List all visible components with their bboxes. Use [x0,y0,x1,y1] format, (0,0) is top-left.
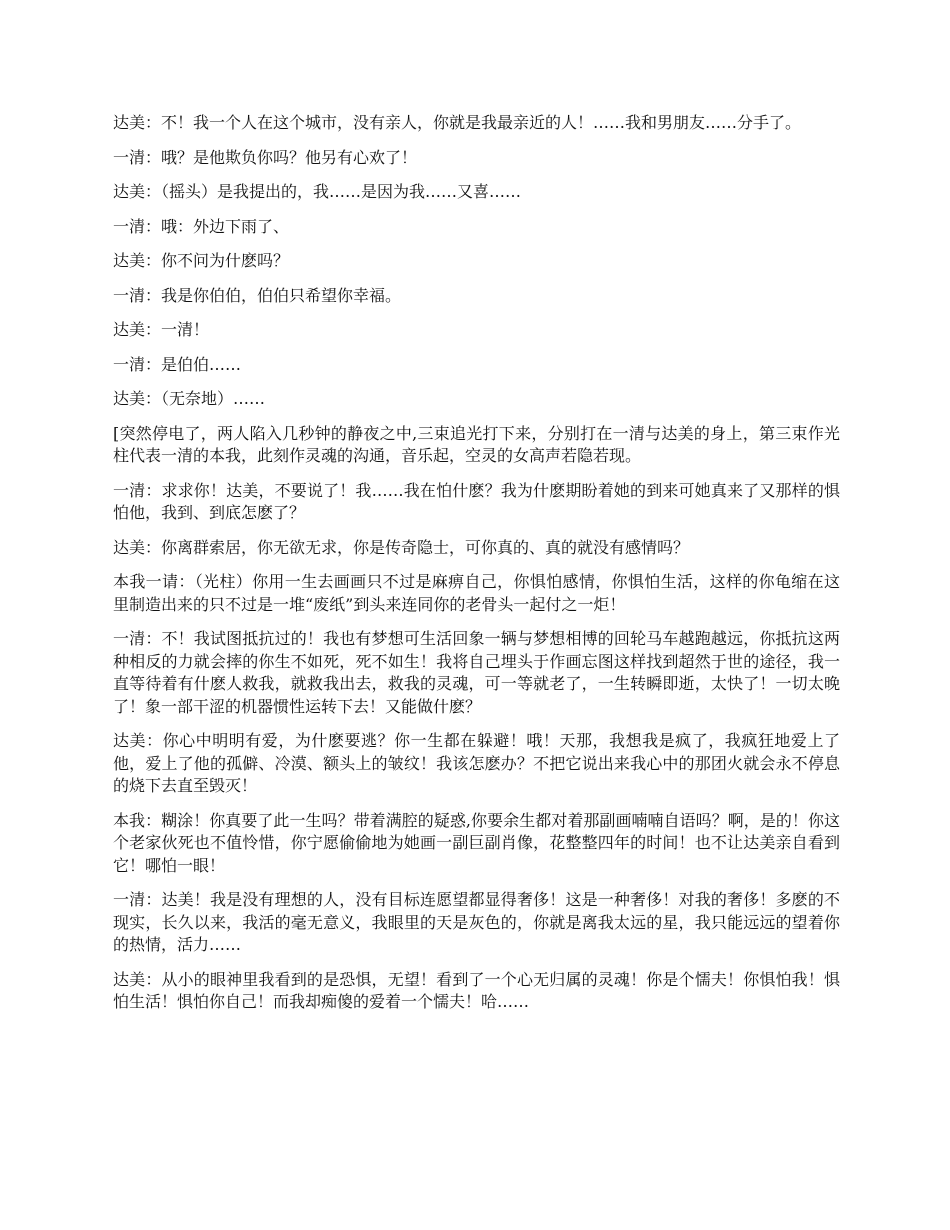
document-page [113,112,840,1026]
paragraph-7: 达美：一清！ [113,320,210,339]
paragraph-12: 达美：你离群索居，你无欲无求，你是传奇隐士，可你真的、真的就没有感情吗？ [113,537,690,557]
paragraph-13: 本我一请：（光柱）你用一生去画画只不过是麻痹自己，你惧怕感情，你惧怕生活，这样的你龟缩在这里制造出来的只不过是一堆“废纸”到头来连同你的老骨头一起付之一炬！ [113,572,840,614]
paragraph-2: 一清：哦？是他欺负你吗？他另有心欢了！ [113,147,418,167]
paragraph-1: 达美：不！我一个人在这个城市，没有亲人，你就是我最亲近的人！……我和男朋友……分手了。 [113,113,802,132]
paragraph-8: 一清：是伯伯…… [113,354,242,374]
paragraph-17: 一清：达美！我是没有理想的人，没有目标连愿望都显得奢侈！这是一种奢侈！对我的奢侈！多麽的不现实，长久以来，我活的毫无意义，我眼里的天是灰色的，你就是离我太远的星，我只能远远的望着你的热情，活力…… [113,890,840,954]
paragraph-4: 一清：哦：外边下雨了、 [113,216,290,236]
paragraph-9: 达美：（无奈地）…… [113,389,266,408]
stage-direction: [突然停电了，两人陷入几秒钟的静夜之中,三束追光打下来，分别打在一清与达美的身上，第三束作光柱代表一清的本我，此刻作灵魂的沟通，音乐起，空灵的女高声若隐若现。 [113,423,840,465]
paragraph-15: 达美：你心中明明有爱，为什麽要逃？你一生都在躲避！哦！天那，我想我是疯了，我疯狂地爱上了他，爱上了他的孤僻、冷漠、额头上的皱纹！我该怎麽办？不把它说出来我心中的那团火就会永不停息的烧下去直至毁灭！ [113,731,840,795]
paragraph-3: 达美：（摇头）是我提出的，我……是因为我……又喜…… [113,182,522,201]
paragraph-18: 达美：从小的眼神里我看到的是恐惧，无望！看到了一个心无归属的灵魂！你是个懦夫！你惧怕我！惧怕生活！惧怕你自己！而我却痴傻的爱着一个懦夫！哈…… [113,969,840,1011]
paragraph-11: 一清：求求你！达美，不要说了！我……我在怕什麽？我为什麽期盼着她的到来可她真来了又那样的惧怕他，我到、到底怎麽了？ [113,480,840,522]
paragraph-16: 本我：糊涂！你真要了此一生吗？带着满腔的疑惑,你要余生都对着那副画喃喃自语吗？啊，是的！你这个老家伙死也不值怜惜，你宁愿偷偷地为她画一副巨副肖像，花整整四年的时间！也不让达美亲自看到它！哪怕一眼！ [113,810,840,875]
paragraph-6: 一清：我是你伯伯，伯伯只希望你幸福。 [113,285,402,305]
paragraph-5: 达美：你不问为什麽吗？ [113,251,290,270]
paragraph-14: 一清：不！我试图抵抗过的！我也有梦想可生活回象一辆与梦想相博的回轮马车越跑越远，你抵抗这两种相反的力就会摔的你生不如死，死不如生！我将自己埋头于作画忘图这样找到超然于世的途径，我一直等待着有什麽人救我，就救我出去，救我的灵魂，可一等就老了，一生转瞬即逝，太快了！一切太晚了！象一部干涩的机器惯性运转下去！又能做什麽？ [113,629,840,716]
